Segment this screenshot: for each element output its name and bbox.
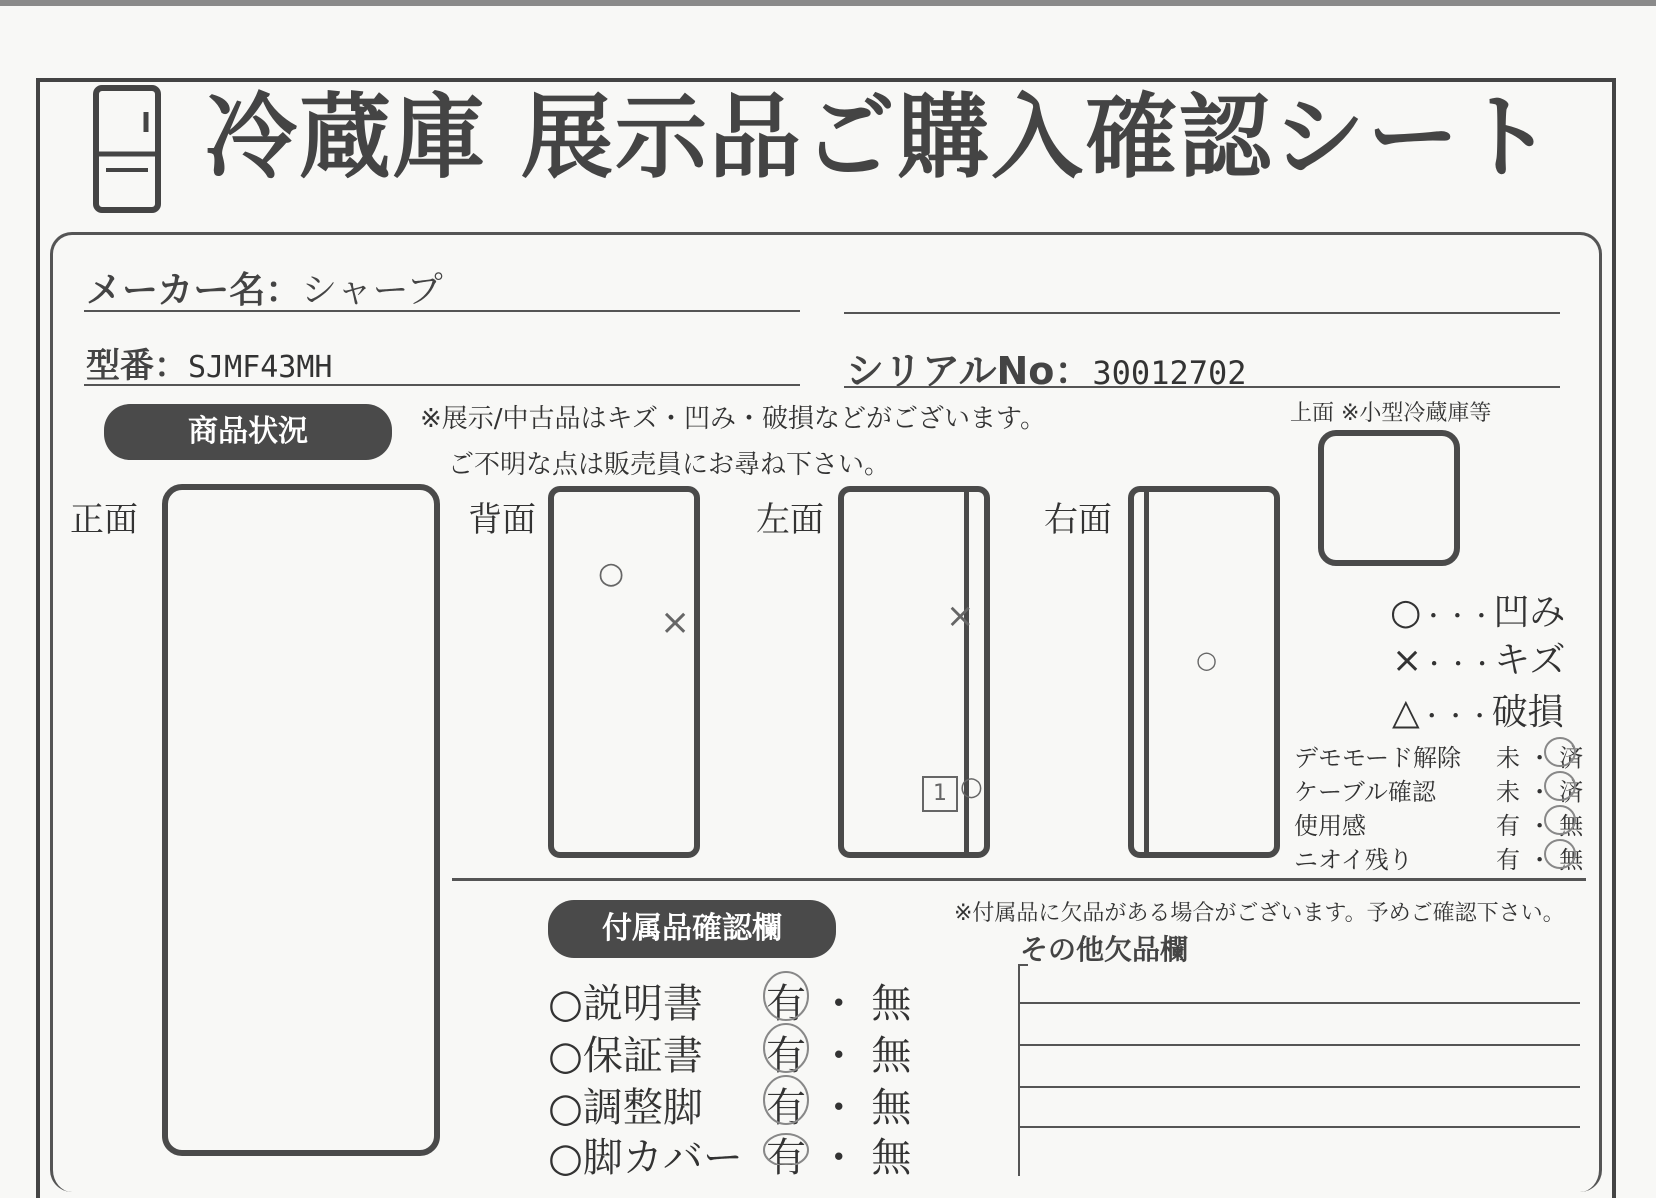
accessory-feet-cover-label: ○脚カバー [548,1135,743,1181]
check-demo-label: デモモード解除 [1294,744,1462,772]
right-label: 右面 [1044,500,1112,540]
check-cable-label: ケーブル確認 [1294,778,1436,806]
left-dent-mark: ○ [960,772,983,802]
other-missing-label: その他欠品欄 [1020,933,1189,966]
model-label: 型番： [86,346,188,386]
condition-badge: 商品状況 [104,404,392,460]
model-value: SJMF43MH [188,350,333,385]
accessory-manual-options: 有 ・ 無 [766,981,912,1027]
page-title: 冷蔵庫 展示品ご購入確認シート [205,84,1556,191]
other-missing-line-1 [1020,1002,1580,1004]
maker-label: メーカー名： [86,270,302,311]
legend-damage-dots: ・・・ [1419,702,1492,730]
accessory-circles [756,970,816,1165]
serial-label: シリアルNo： [846,349,1093,393]
legend-scratch-text: キズ [1494,640,1566,681]
fridge-icon [92,84,162,214]
accessory-manual-label: ○説明書 [548,981,703,1027]
check-usage-options: 有 ・ 無 [1496,812,1584,840]
notice-line1: ※展示/中古品はキズ・凹み・破損などがございます。 [420,404,1046,434]
maker-row [86,262,443,313]
top-view-box [1318,430,1460,566]
legend-scratch-symbol: × [1392,640,1423,681]
other-missing-bracket [1018,964,1028,1176]
front-label: 正面 [70,500,138,540]
blank-underline [844,312,1560,314]
left-scratch-mark: × [946,596,975,636]
model-underline [84,384,800,386]
right-dent-mark: ○ [1196,646,1217,674]
check-odor-label: ニオイ残り [1294,846,1413,874]
section-divider [452,878,1586,881]
check-circles [1540,734,1580,874]
legend-dent-symbol: ○ [1390,592,1422,633]
legend-damage-symbol: △ [1392,692,1420,733]
serial-value: 30012702 [1092,354,1247,392]
serial-underline [844,386,1560,388]
back-label: 背面 [468,500,536,540]
model-row [86,338,333,387]
other-missing-line-4 [1020,1126,1580,1128]
accessory-feet-options: 有 ・ 無 [766,1085,912,1131]
back-view-box [548,486,700,858]
right-view-edge [1144,490,1149,854]
other-missing-line-2 [1020,1044,1580,1046]
check-odor-options: 有 ・ 無 [1496,846,1584,874]
accessories-badge: 付属品確認欄 [548,900,836,958]
legend-damage-text: 破損 [1491,692,1564,733]
legend-dent [1390,584,1565,635]
legend-damage [1392,684,1564,735]
maker-value: シャープ [301,270,443,311]
check-cable-options: 未 ・ 済 [1496,778,1584,806]
maker-underline [84,310,800,312]
left-label: 左面 [756,500,824,540]
scan-top-edge [0,0,1656,6]
legend-scratch-dots: ・・・ [1422,650,1495,678]
front-view-box [162,484,440,1156]
back-dent-mark: ○ [598,556,625,591]
accessory-feet-cover-options: 有 ・ 無 [766,1135,912,1181]
accessories-notice: ※付属品に欠品がある場合がございます。予めご確認下さい。 [954,901,1565,926]
top-view-label: 上面 ※小型冷蔵庫等 [1290,401,1492,426]
accessory-warranty-options: 有 ・ 無 [766,1033,912,1079]
left-box-mark: 1 [922,776,958,812]
legend-dent-dots: ・・・ [1421,602,1494,630]
check-usage-label: 使用感 [1294,812,1366,840]
notice-line2: ご不明な点は販売員にお尋ね下さい。 [448,450,891,480]
check-demo-options: 未 ・ 済 [1496,744,1584,772]
back-scratch-mark: × [660,602,691,643]
accessory-feet-label: ○調整脚 [548,1085,703,1131]
other-missing-line-3 [1020,1086,1580,1088]
accessory-warranty-label: ○保証書 [548,1033,703,1079]
legend-dent-text: 凹み [1493,592,1566,633]
legend-scratch [1392,632,1565,683]
